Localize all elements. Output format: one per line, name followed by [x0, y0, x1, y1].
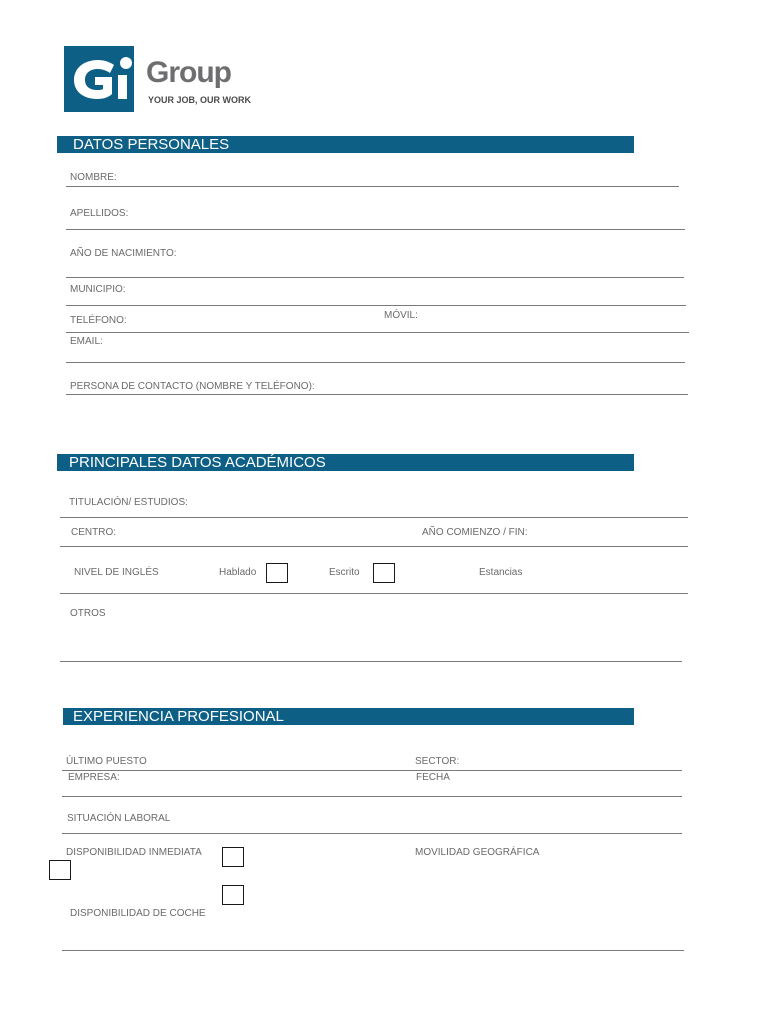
logo-mark-icon — [64, 46, 134, 112]
label-anio: AÑO COMIENZO / FIN: — [422, 527, 528, 538]
field-coche[interactable] — [62, 950, 684, 951]
label-apellidos: APELLIDOS: — [70, 208, 129, 219]
label-coche: DISPONIBILIDAD DE COCHE — [70, 908, 206, 919]
field-situacion[interactable] — [62, 833, 682, 834]
label-ingles: NIVEL DE INGLÉS — [74, 567, 159, 578]
field-municipio[interactable] — [66, 305, 686, 306]
field-nacimiento[interactable] — [66, 277, 684, 278]
label-escrito: Escrito — [329, 567, 360, 578]
checkbox-hablado[interactable] — [266, 563, 288, 583]
logo-word: Group — [146, 56, 231, 89]
label-centro: CENTRO: — [71, 527, 116, 538]
label-hablado: Hablado — [219, 567, 257, 578]
section-title-academic: PRINCIPALES DATOS ACADÉMICOS — [69, 454, 326, 471]
field-ultimo-puesto[interactable] — [62, 770, 682, 771]
label-telefono: TELÉFONO: — [70, 315, 127, 326]
field-apellidos[interactable] — [66, 229, 685, 230]
section-bar-personal — [57, 136, 634, 153]
label-situacion: SITUACIÓN LABORAL — [67, 813, 171, 824]
label-estancias: Estancias — [479, 567, 523, 578]
label-municipio: MUNICIPIO: — [70, 284, 126, 295]
field-otros[interactable] — [60, 661, 682, 662]
label-movilidad: MOVILIDAD GEOGRÁFICA — [415, 847, 540, 858]
field-telefono[interactable] — [66, 332, 689, 333]
checkbox-disponibilidad[interactable] — [222, 847, 244, 867]
checkbox-coche[interactable] — [222, 885, 244, 905]
field-contacto[interactable] — [66, 394, 688, 395]
label-contacto: PERSONA DE CONTACTO (NOMBRE Y TELÉFONO): — [70, 381, 315, 392]
label-empresa: EMPRESA: — [68, 772, 120, 783]
label-otros: OTROS — [70, 608, 106, 619]
field-centro[interactable] — [60, 546, 688, 547]
label-sector: SECTOR: — [415, 756, 460, 767]
label-titulacion: TITULACIÓN/ ESTUDIOS: — [69, 497, 188, 508]
section-bar-academic — [57, 454, 634, 471]
field-ingles[interactable] — [60, 593, 688, 594]
label-nacimiento: AÑO DE NACIMIENTO: — [70, 248, 177, 259]
field-titulacion[interactable] — [60, 517, 688, 518]
field-empresa[interactable] — [62, 796, 682, 797]
label-ultimo-puesto: ÚLTIMO PUESTO — [66, 756, 147, 767]
label-disponibilidad: DISPONIBILIDAD INMEDIATA — [66, 847, 202, 858]
section-bar-experience — [63, 708, 634, 725]
field-nombre[interactable] — [66, 186, 679, 187]
section-title-personal: DATOS PERSONALES — [73, 136, 230, 153]
section-title-experience: EXPERIENCIA PROFESIONAL — [73, 708, 284, 725]
logo-mark — [64, 46, 134, 112]
checkbox-escrito[interactable] — [373, 563, 395, 583]
label-nombre: NOMBRE: — [70, 172, 117, 183]
label-fecha: FECHA — [416, 772, 450, 783]
field-email[interactable] — [66, 362, 685, 363]
checkbox-movilidad[interactable] — [49, 860, 71, 880]
logo-tagline: YOUR JOB, OUR WORK — [148, 95, 252, 105]
label-email: EMAIL: — [70, 336, 103, 347]
label-movil: MÓVIL: — [384, 310, 418, 321]
